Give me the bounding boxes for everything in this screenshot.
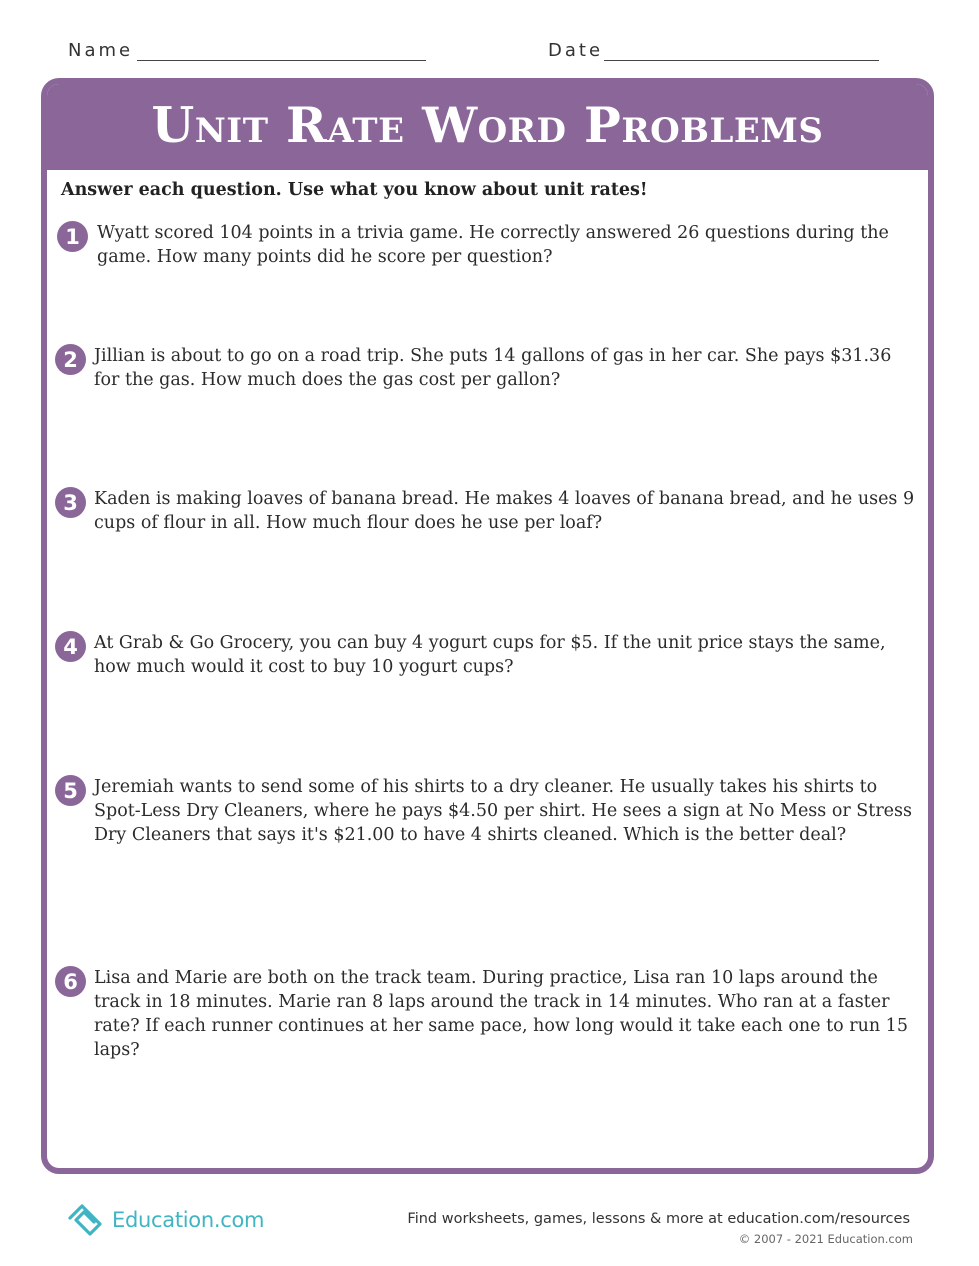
question-2: [55, 344, 917, 392]
question-6: [55, 966, 917, 1062]
question-number-badge: 6: [55, 966, 86, 997]
title-banner: [47, 84, 928, 170]
question-number-badge: 3: [55, 487, 86, 518]
paperclip-icon: [66, 1201, 106, 1239]
logo-text: Education.com: [112, 1208, 265, 1232]
date-label: Date: [548, 40, 604, 61]
question-text: Jeremiah wants to send some of his shirts to a dry cleaner. He usually takes his shirts to Spot-Less Dry Cleaners, where he pays $4.50 per shirt. He sees a sign at No Mess or Stress Dry Cleaners that says it's $21.00 to have 4 shirts cleaned. Which is the better deal?: [94, 777, 912, 845]
question-1: [57, 221, 917, 269]
date-field[interactable]: [604, 60, 879, 61]
question-number-badge: 5: [55, 775, 86, 806]
question-text: At Grab & Go Grocery, you can buy 4 yogurt cups for $5. If the unit price stays the same, how much would it cost to buy 10 yogurt cups?: [94, 633, 886, 677]
question-number-badge: 2: [55, 344, 86, 375]
question-text: Jillian is about to go on a road trip. She puts 14 gallons of gas in her car. She pays $31.36 for the gas. How much does the gas cost per gallon?: [94, 346, 892, 390]
instructions: Answer each question. Use what you know about unit rates!: [61, 180, 648, 200]
footer-resources-link[interactable]: Find worksheets, games, lessons & more at education.com/resources: [407, 1211, 910, 1227]
name-label: Name: [68, 40, 134, 61]
worksheet-frame: [41, 78, 934, 1174]
question-text: Wyatt scored 104 points in a trivia game. He correctly answered 26 questions during the game. How many points did he score per question?: [97, 223, 889, 267]
question-number-badge: 1: [57, 221, 88, 252]
question-text: Lisa and Marie are both on the track team. During practice, Lisa ran 10 laps around the track in 18 minutes. Marie ran 8 laps around the track in 14 minutes. Who ran at a faster rate? If each runner continues at her same pace, how long would it take each one to run 15 laps?: [94, 968, 908, 1060]
education-logo[interactable]: [66, 1201, 264, 1239]
question-4: [55, 631, 917, 679]
page-title: Unit Rate Word Problems: [151, 96, 824, 154]
question-text: Kaden is making loaves of banana bread. He makes 4 loaves of banana bread, and he uses 9 cups of flour in all. How much flour does he use per loaf?: [94, 489, 915, 533]
name-field[interactable]: [137, 60, 426, 61]
question-number-badge: 4: [55, 631, 86, 662]
question-5: [55, 775, 917, 847]
question-3: [55, 487, 917, 535]
footer-copyright: © 2007 - 2021 Education.com: [738, 1232, 913, 1246]
